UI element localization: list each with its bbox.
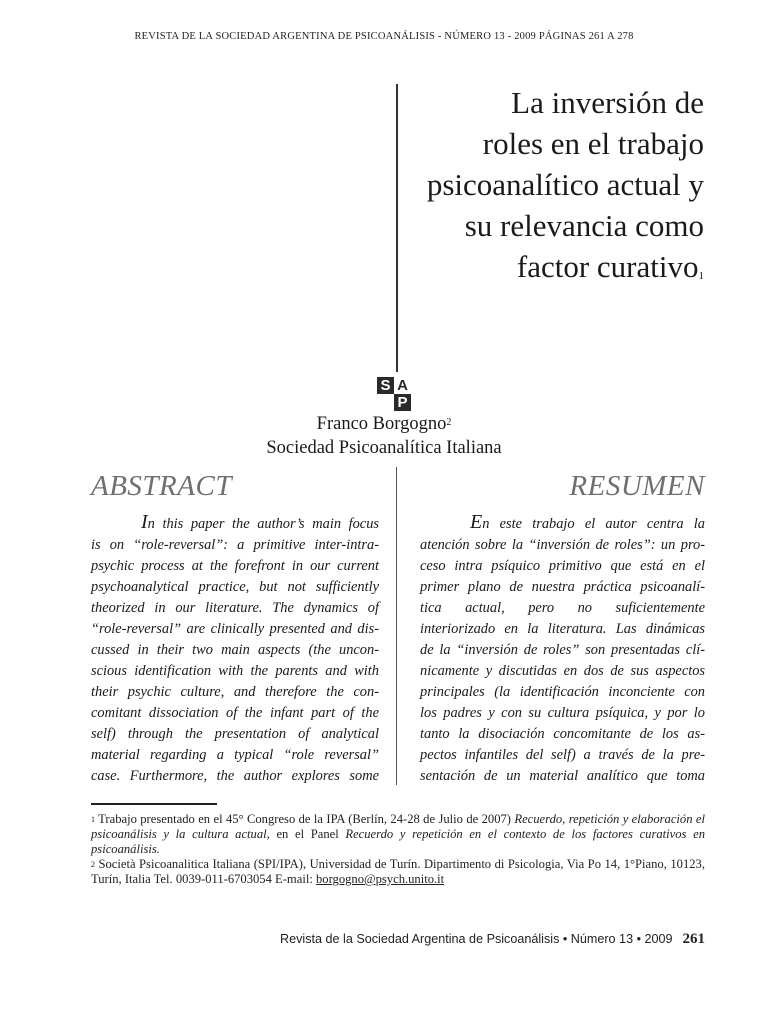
article-title <box>384 82 704 287</box>
author-line <box>0 412 768 436</box>
resumen-heading: RESUMEN <box>569 470 705 502</box>
resumen-line: ceso intra psíquico primitivo que está en el <box>420 558 705 574</box>
abstract-line: psychoanalytical practice, but not sufficiently <box>91 579 379 595</box>
footnote-1 <box>91 812 705 857</box>
footnote-1-text: , en el Panel <box>266 827 346 841</box>
footnote-1-italic-panel: Recuerdo y repetición en el contexto de los factores curativos en psicoanálisis. <box>91 827 705 856</box>
footnote-rule <box>91 803 217 805</box>
title-line: factor curativo <box>516 249 699 284</box>
title-line: La inversión de <box>511 85 704 120</box>
abstract-line: “role-reversal” are clinically presented and dis- <box>91 621 379 637</box>
abstract-line: psychic process at the forefront in our current <box>91 558 379 574</box>
title-line: psicoanalítico actual y <box>426 167 704 202</box>
abstract-line: case. Furthermore, the author explores some <box>91 768 379 784</box>
title-footnote-mark: 1 <box>698 270 704 282</box>
abstract-heading: ABSTRACT <box>91 470 232 502</box>
resumen-line: de la “inversión de roles” son presentadas clí- <box>420 642 705 658</box>
logo-letter-p: P <box>394 394 411 411</box>
abstract-dropcap: I <box>141 511 148 533</box>
resumen-line: nicamente y discutidas en dos de sus aspectos <box>420 663 705 679</box>
resumen-line: interiorizado en la literatura. Las dinámicas <box>420 621 705 637</box>
logo-letter-a: A <box>394 377 411 394</box>
footnote-1-text: Trabajo presentado en el 45° Congreso de la IPA (Berlín, 24-28 de Julio de 2007) <box>95 812 515 826</box>
resumen-body <box>420 512 705 787</box>
author-name: Franco Borgogno <box>316 414 447 434</box>
resumen-line: En este trabajo el autor centra la <box>470 511 705 533</box>
abstract-line: cussed in their two main aspects (the uncon- <box>91 642 379 658</box>
abstract-body <box>91 512 379 787</box>
resumen-line: primer plano de nuestra práctica psicoanalí- <box>420 579 705 595</box>
resumen-dropcap: E <box>470 511 483 533</box>
resumen-line: pectos infantiles del self) a través de la pre- <box>420 747 705 763</box>
footnote-2-text: Società Psicoanalitica Italiana (SPI/IPA), Universidad de Turín. Dipartimento di Psicologia, Via Po 14, 1°Piano, 10123, Turín, Italia Tel. 0039-011-6703054 E-mail: <box>91 857 705 886</box>
page-footer <box>280 931 705 948</box>
abstract-line: self) through the presentation of analytical <box>91 726 379 742</box>
sap-logo <box>377 377 411 411</box>
title-line: su relevancia como <box>464 208 704 243</box>
title-line: roles en el trabajo <box>482 126 704 161</box>
abstract-line: their psychic culture, and therefore the con- <box>91 684 379 700</box>
abstract-line: comitant dissociation of the infant part of the <box>91 705 379 721</box>
resumen-line: atención sobre la “inversión de roles”: un pro- <box>420 537 705 553</box>
resumen-line: sentación de un material analítico que toma <box>420 768 705 784</box>
logo-blank <box>377 394 394 411</box>
resumen-line: tica actual, pero no suficientemente <box>420 600 705 616</box>
abstract-line: theorized in our literature. The dynamics of <box>91 600 379 616</box>
resumen-line: tanto la disociación concomitante de los as- <box>420 726 705 742</box>
author-affiliation: Sociedad Psicoanalítica Italiana <box>266 438 502 458</box>
footnote-1-italic-title: Recuerdo, repetición y elaboración el psicoanálisis y la cultura actual <box>91 812 706 841</box>
title-line-last <box>384 246 704 287</box>
author-block <box>0 412 768 460</box>
footnote-2 <box>91 857 705 887</box>
running-head: REVISTA DE LA SOCIEDAD ARGENTINA DE PSICOANÁLISIS - NÚMERO 13 - 2009 PÁGINAS 261 A 278 <box>134 31 634 42</box>
abstract-line: In this paper the author’s main focus <box>141 511 379 533</box>
footnote-1-mark: 1 <box>91 815 95 824</box>
abstract-line: material regarding a typical “role reversal” <box>91 747 379 763</box>
resumen-line: principales (la identificación inconciente con <box>420 684 705 700</box>
footnote-2-mark: 2 <box>91 860 95 869</box>
logo-letter-s: S <box>377 377 394 394</box>
abstract-line: scious identification with the parents and with <box>91 663 379 679</box>
resumen-line: los padres y con su cultura psíquica, y por lo <box>420 705 705 721</box>
author-email-link[interactable]: borgogno@psych.unito.it <box>315 872 445 886</box>
column-divider <box>396 467 397 785</box>
footnotes <box>91 812 705 887</box>
abstract-line: is on “role-reversal”: a primitive inter-intra- <box>91 537 379 553</box>
author-footnote-mark: 2 <box>446 417 452 428</box>
page-number: 261 <box>682 931 705 947</box>
footer-journal: Revista de la Sociedad Argentina de Psicoanálisis • Número 13 • 2009 <box>280 932 673 946</box>
